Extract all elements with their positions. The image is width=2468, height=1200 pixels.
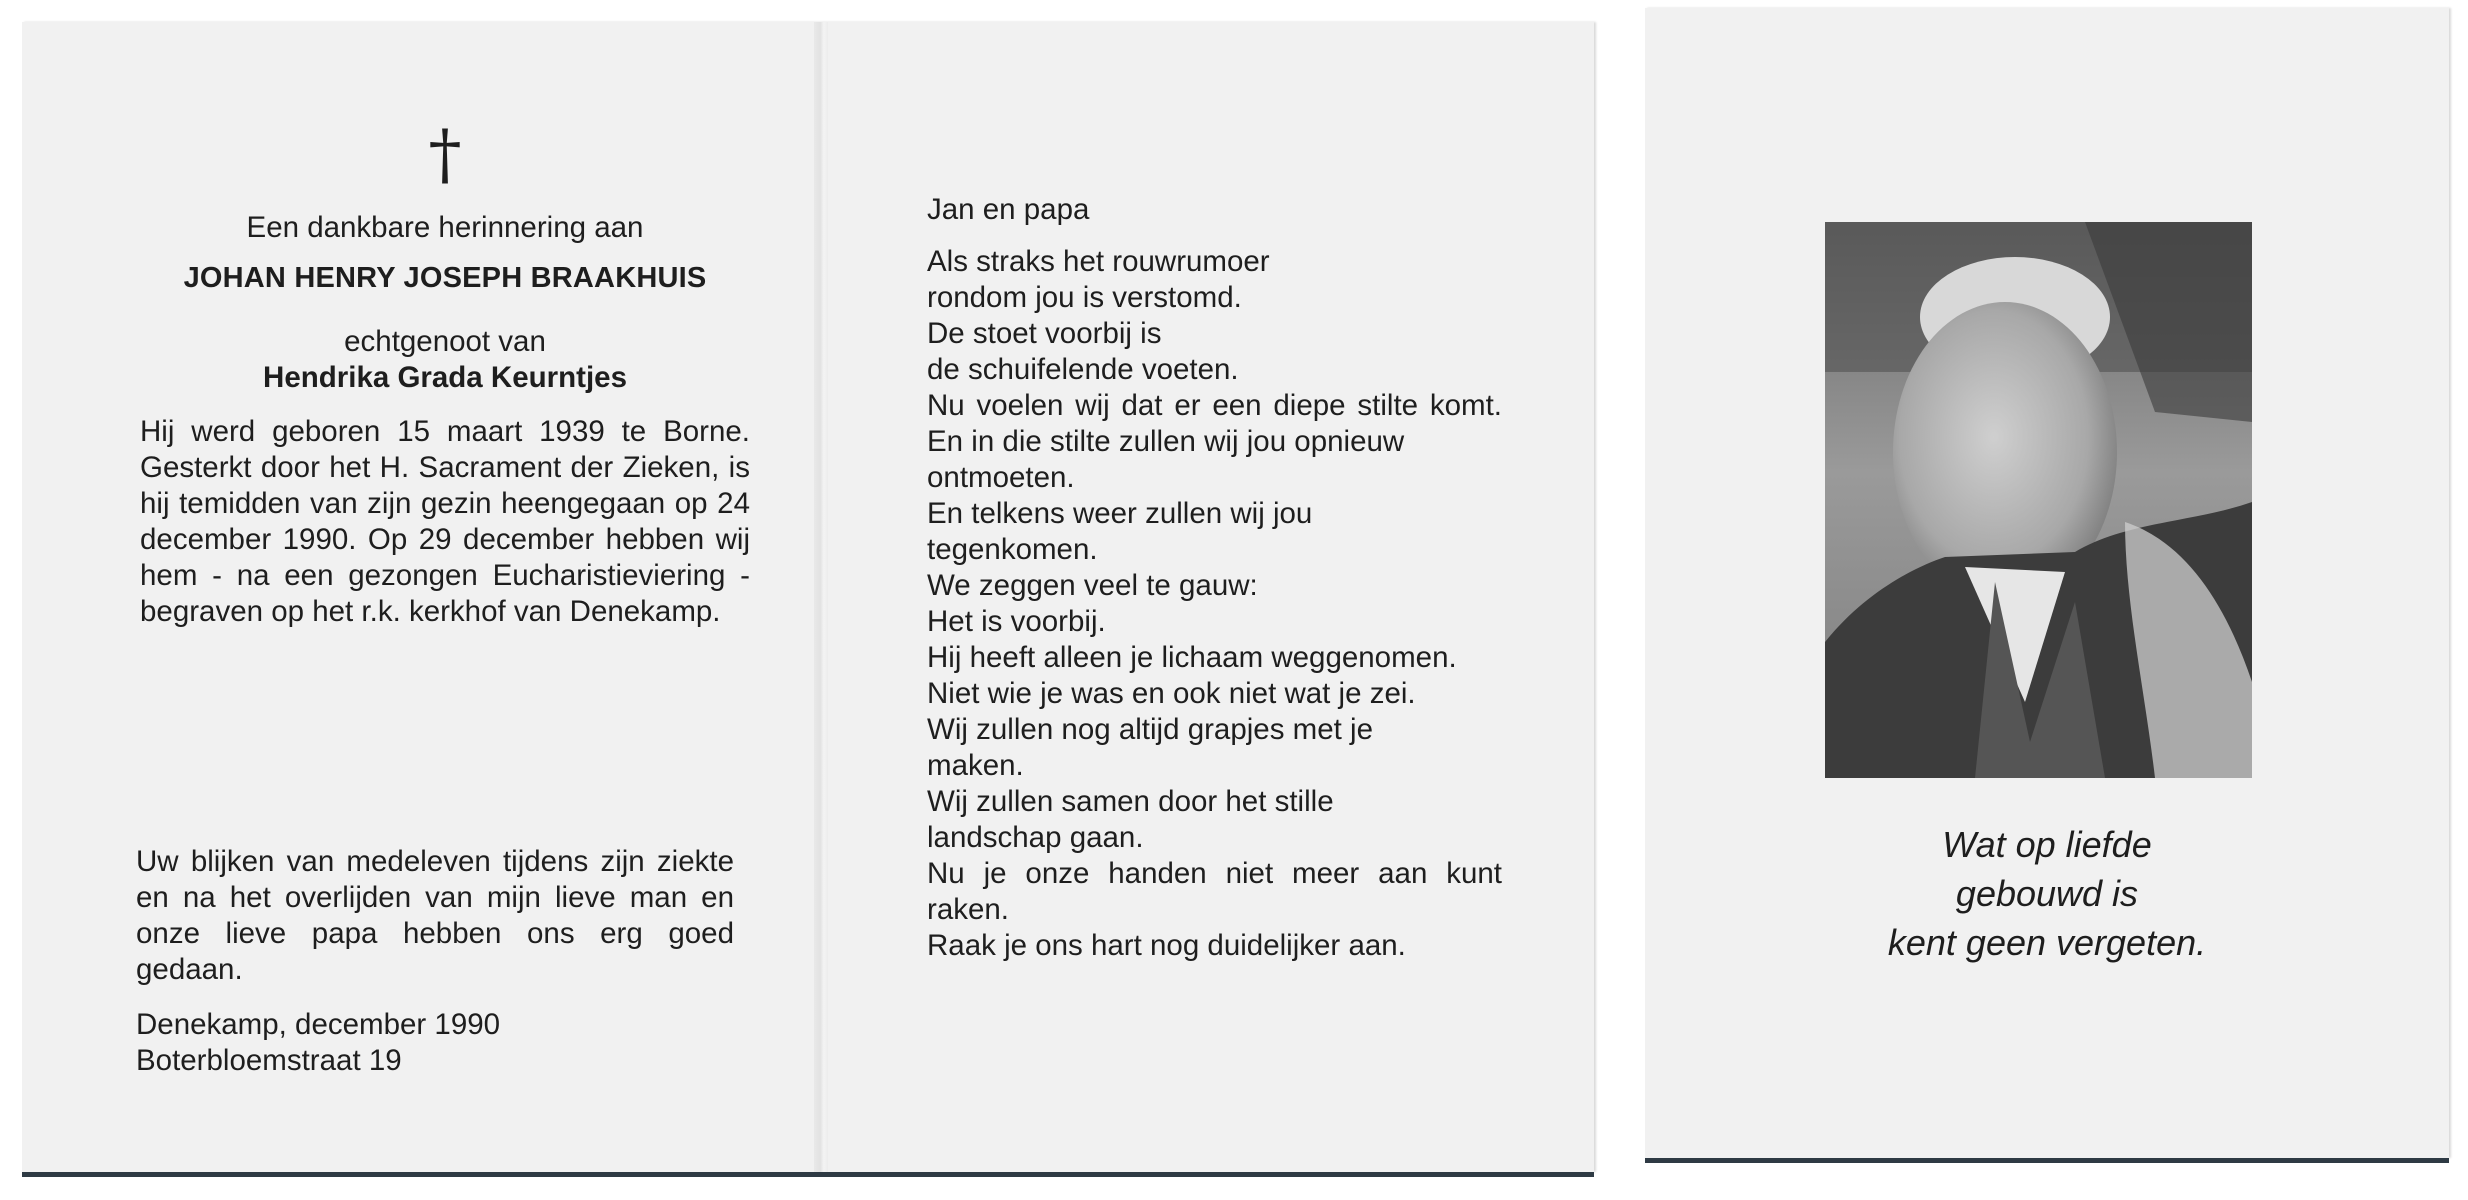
left-page — [140, 116, 750, 630]
poem-line: En telkens weer zullen wij jou — [927, 497, 1313, 530]
place-date: Denekamp, december 1990 — [136, 1008, 501, 1041]
spouse-label: echtgenoot van — [344, 325, 546, 358]
card-fold — [814, 22, 828, 1172]
poem-line: Nu je onze handen niet meer aan kunt — [927, 857, 1502, 890]
middle-page — [927, 192, 1502, 964]
poem-line: Het is voorbij. — [927, 605, 1106, 638]
portrait-photo — [1825, 222, 2252, 778]
motto-line: kent geen vergeten. — [1887, 922, 2207, 963]
poem-line: Wij zullen samen door het stille — [927, 785, 1334, 818]
portrait-image — [1825, 222, 2252, 778]
poem-line: Wij zullen nog altijd grapjes met je — [927, 713, 1373, 746]
spouse-name: Hendrika Grada Keurntjes — [263, 361, 627, 394]
poem-line: We zeggen veel te gauw: — [927, 569, 1258, 602]
cross-symbol: † — [428, 116, 462, 193]
deceased-name: JOHAN HENRY JOSEPH BRAAKHUIS — [183, 262, 707, 294]
memorial-card-inside — [22, 22, 1594, 1172]
intro-text: Een dankbare herinnering aan — [246, 211, 644, 244]
poem-line: landschap gaan. — [927, 821, 1144, 854]
place-and-address — [136, 1007, 500, 1079]
poem-heading: Jan en papa — [927, 193, 1090, 226]
poem-line: tegenkomen. — [927, 533, 1098, 566]
poem-line: maken. — [927, 749, 1024, 782]
poem-line: Hij heeft alleen je lichaam weggenomen. — [927, 641, 1457, 674]
memorial-card-front — [1645, 8, 2449, 1158]
poem-line: rondom jou is verstomd. — [927, 281, 1242, 314]
poem — [927, 244, 1502, 964]
address: Boterbloemstraat 19 — [136, 1044, 402, 1077]
poem-line: De stoet voorbij is — [927, 317, 1162, 350]
poem-line: ontmoeten. — [927, 461, 1075, 494]
motto-line: Wat op liefde — [1942, 824, 2152, 865]
poem-line: Als straks het rouwrumoer — [927, 245, 1270, 278]
poem-line: Nu voelen wij dat er een diepe stilte komt. — [927, 389, 1502, 422]
poem-line: Raak je ons hart nog duidelijker aan. — [927, 929, 1406, 962]
poem-line: En in die stilte zullen wij jou opnieuw — [927, 425, 1405, 458]
motto — [1645, 820, 2449, 967]
biography-text: Hij werd geboren 15 maart 1939 te Borne. Gesterkt door het H. Sacrament der Zieken, is hij temidden van zijn gezin heengegaan op 24 december 1990. Op 29 december hebben wij hem - na een gezongen Eucharistieviering - begraven op het r.k. kerkhof van Denekamp. — [140, 415, 750, 628]
motto-line: gebouwd is — [1955, 873, 2139, 914]
poem-line: raken. — [927, 893, 1009, 926]
poem-line: de schuifelende voeten. — [927, 353, 1239, 386]
poem-line: Niet wie je was en ook niet wat je zei. — [927, 677, 1416, 710]
thanks-text: Uw blijken van medeleven tijdens zijn ziekte en na het overlijden van mijn lieve man en onze lieve papa hebben ons erg goed gedaan. — [136, 845, 734, 986]
